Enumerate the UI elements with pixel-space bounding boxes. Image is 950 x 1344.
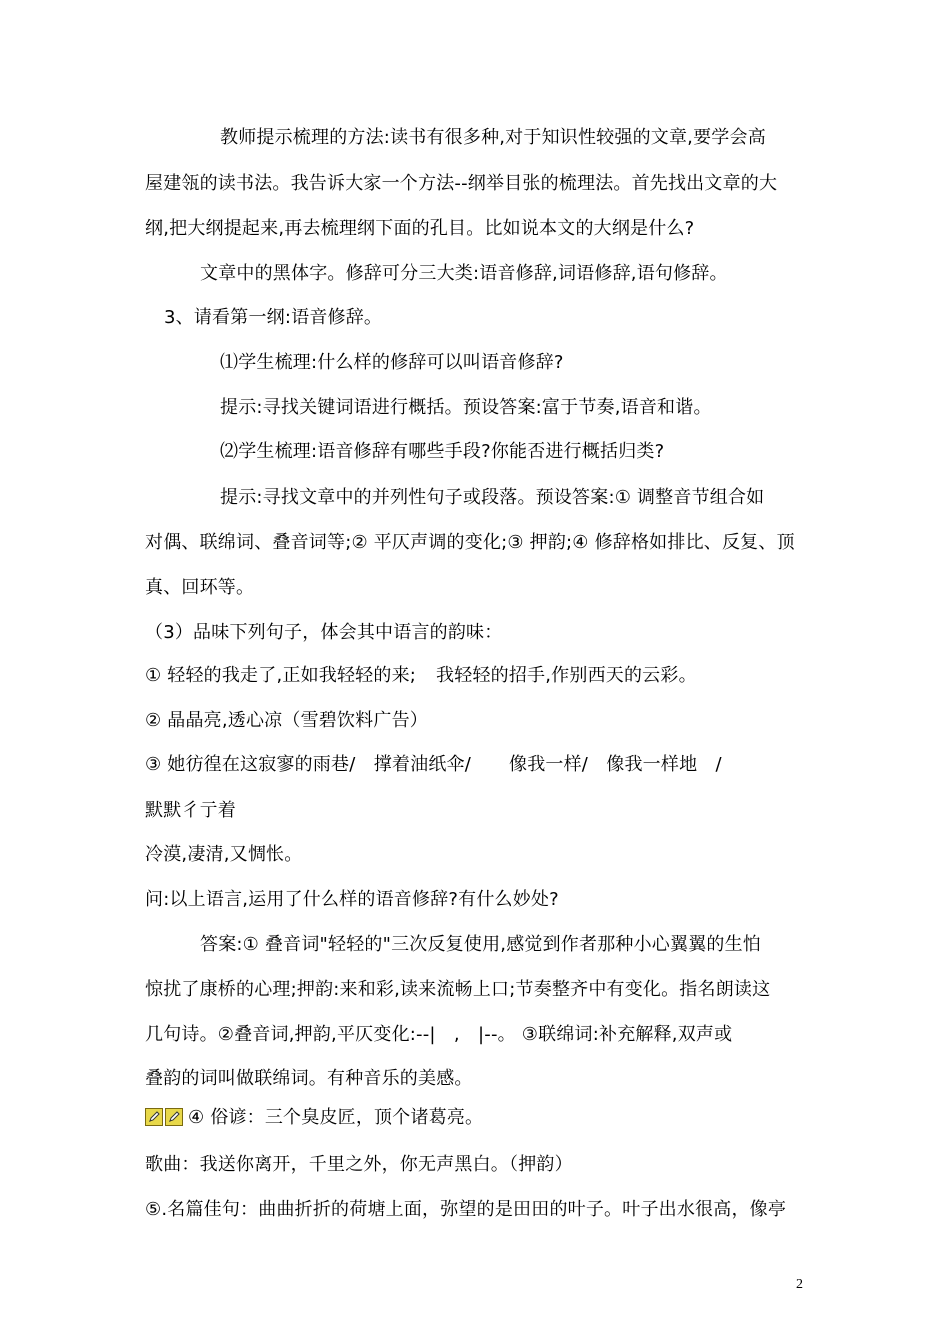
paragraph-line: 提示:寻找文章中的并列性句子或段落。预设答案:① 调整音节组合如 (220, 487, 765, 508)
page-number: 2 (796, 1277, 803, 1292)
paragraph-line: （3）品味下列句子，体会其中语言的韵味： (145, 622, 503, 643)
paragraph-line: 问:以上语言,运用了什么样的语音修辞?有什么妙处? (145, 889, 559, 910)
paragraph-line: 几句诗。②叠音词,押韵,平仄变化:--| , |--。 ③联绵词:补充解释,双声或 (145, 1024, 733, 1045)
paragraph-line: 真、回环等。 (145, 577, 255, 598)
paragraph-line: 歌曲：我送你离开，千里之外，你无声黑白。（押韵） (145, 1154, 573, 1175)
paragraph-line: 叠韵的词叫做联绵词。有种音乐的美感。 (145, 1068, 473, 1089)
paragraph-line: 纲,把大纲提起来,再去梳理纲下面的孔目。比如说本文的大纲是什么? (145, 218, 695, 239)
paragraph-line: ⑴学生梳理:什么样的修辞可以叫语音修辞? (220, 352, 564, 373)
edit-icon[interactable] (145, 1108, 163, 1126)
paragraph-line: ⑤.名篇佳句：曲曲折折的荷塘上面，弥望的是田田的叶子。叶子出水很高，像亭 (145, 1199, 787, 1220)
edit-icon[interactable] (165, 1108, 183, 1126)
paragraph-line: 文章中的黑体字。修辞可分三大类:语音修辞,词语修辞,语句修辞。 (200, 263, 728, 284)
poem-line: 默默彳亍着 (145, 800, 236, 821)
poem-part: 像我一样/ 像我一样地 / (509, 754, 722, 775)
poem-part: 我轻轻的招手,作别西天的云彩。 (436, 665, 697, 686)
paragraph-line: 答案:① 叠音词"轻轻的"三次反复使用,感觉到作者那种小心翼翼的生怕 (200, 934, 762, 955)
poem-part: ① 轻轻的我走了,正如我轻轻的来; (145, 665, 417, 686)
paragraph-line: 3、请看第一纲:语音修辞。 (164, 307, 383, 328)
paragraph-line: ⑵学生梳理:语音修辞有哪些手段?你能否进行概括归类? (220, 441, 665, 462)
paragraph-line: 对偶、联绵词、叠音词等;② 平仄声调的变化;③ 押韵;④ 修辞格如排比、反复、顶 (145, 532, 795, 553)
poem-line: ② 晶晶亮,透心凉（雪碧饮料广告） (145, 710, 428, 731)
poem-line (145, 753, 825, 777)
proverb-line: ④ 俗谚：三个臭皮匠，顶个诸葛亮。 (188, 1107, 484, 1128)
paragraph-line: 惊扰了康桥的心理;押韵:来和彩,读来流畅上口;节奏整齐中有变化。指名朗读这 (145, 979, 771, 1000)
paragraph-line: 提示:寻找关键词语进行概括。预设答案:富于节奏,语音和谐。 (220, 397, 712, 418)
poem-line: 冷漠,凄清,又惆怅。 (145, 844, 303, 865)
annotation-icons (145, 1108, 185, 1133)
paragraph-line (145, 1106, 825, 1133)
poem-line (145, 664, 825, 688)
paragraph-line: 教师提示梳理的方法:读书有很多种,对于知识性较强的文章,要学会高 (220, 127, 766, 148)
paragraph-line: 屋建瓴的读书法。我告诉大家一个方法--纲举目张的梳理法。首先找出文章的大 (145, 173, 778, 194)
poem-part: ③ 她彷徨在这寂寥的雨巷/ 撑着油纸伞/ (145, 754, 471, 775)
